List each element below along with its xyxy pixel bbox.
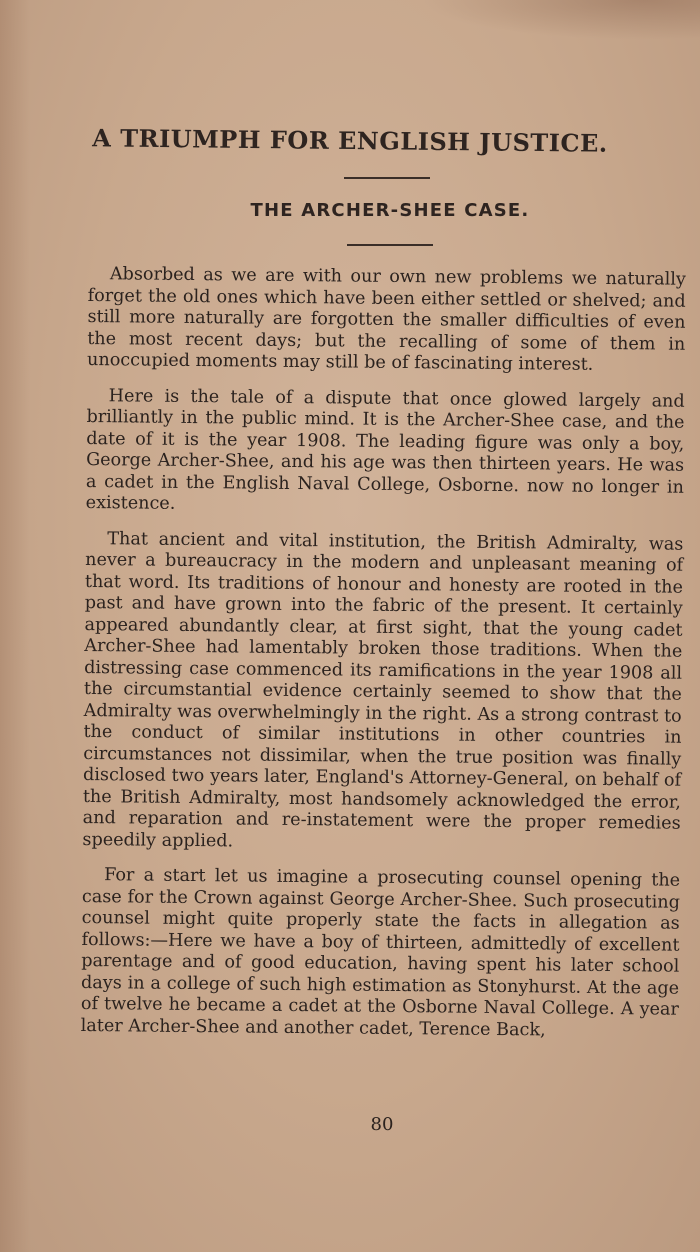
paper-stain <box>420 0 700 40</box>
page-edge-shadow <box>0 0 30 1252</box>
page-number: 80 <box>370 1114 394 1135</box>
paragraph: For a start let us imagine a prosecuting counsel opening the case for the Crown against George Archer-Shee. Such prosecuting counsel might quite properly state the facts in allegation as follows:—Here we have a boy of thirteen, admittedly of excellent parentage and of good education, having spent his later school days in a college of such high estimation as Stonyhurst. At the age of twelve he became a cadet at the Osborne Naval College. A year later Archer-Shee and another cadet, Terence Back, <box>80 865 681 1040</box>
paragraph: That ancient and vital institution, the British Admiralty, was never a bureaucracy in the modern and unpleasant meaning of that word. Its traditions of honour and honesty are rooted in the past and have grown into the fabric of the present. It certainly appeared abundantly clear, at first sight, that the young cadet Archer-Shee had lamentably broken those traditions. When the distressing case commenced its ramifications in the year 1908 all the circumstantial evidence certainly seemed to show that the Admiralty was overwhelmingly in the right. As a strong contrast to the conduct of similar institutions in other countries in circumstances not dissimilar, when the true position was finally disclosed two years later, England's Attorney-General, on behalf of the British Admiralty, most handsomely acknowledged the error, and reparation and re-instatement were the proper remedies speedily applied. <box>82 528 684 851</box>
title-rule <box>344 177 430 179</box>
chapter-subtitle: THE ARCHER-SHEE CASE. <box>250 200 530 221</box>
paragraph: Absorbed as we are with our own new problems we naturally forget the old ones which have been either settled or shelved; and still more naturally are forgotten the smaller difficulties of even the most recent days; but the recalling of some of them in unoccupied moments may still be of fascinating interest. <box>86 264 686 375</box>
subtitle-rule <box>347 244 433 246</box>
chapter-title: A TRIUMPH FOR ENGLISH JUSTICE. <box>92 123 608 158</box>
body-text <box>81 264 686 1043</box>
paragraph: Here is the tale of a dispute that once glowed largely and brilliantly in the public mind. It is the Archer-Shee case, and the date of it is the year 1908. The leading figure was only a boy, George Archer-Shee, and his age was then thirteen years. He was a cadet in the English Naval College, Osborne. now no longer in existence. <box>85 385 685 514</box>
